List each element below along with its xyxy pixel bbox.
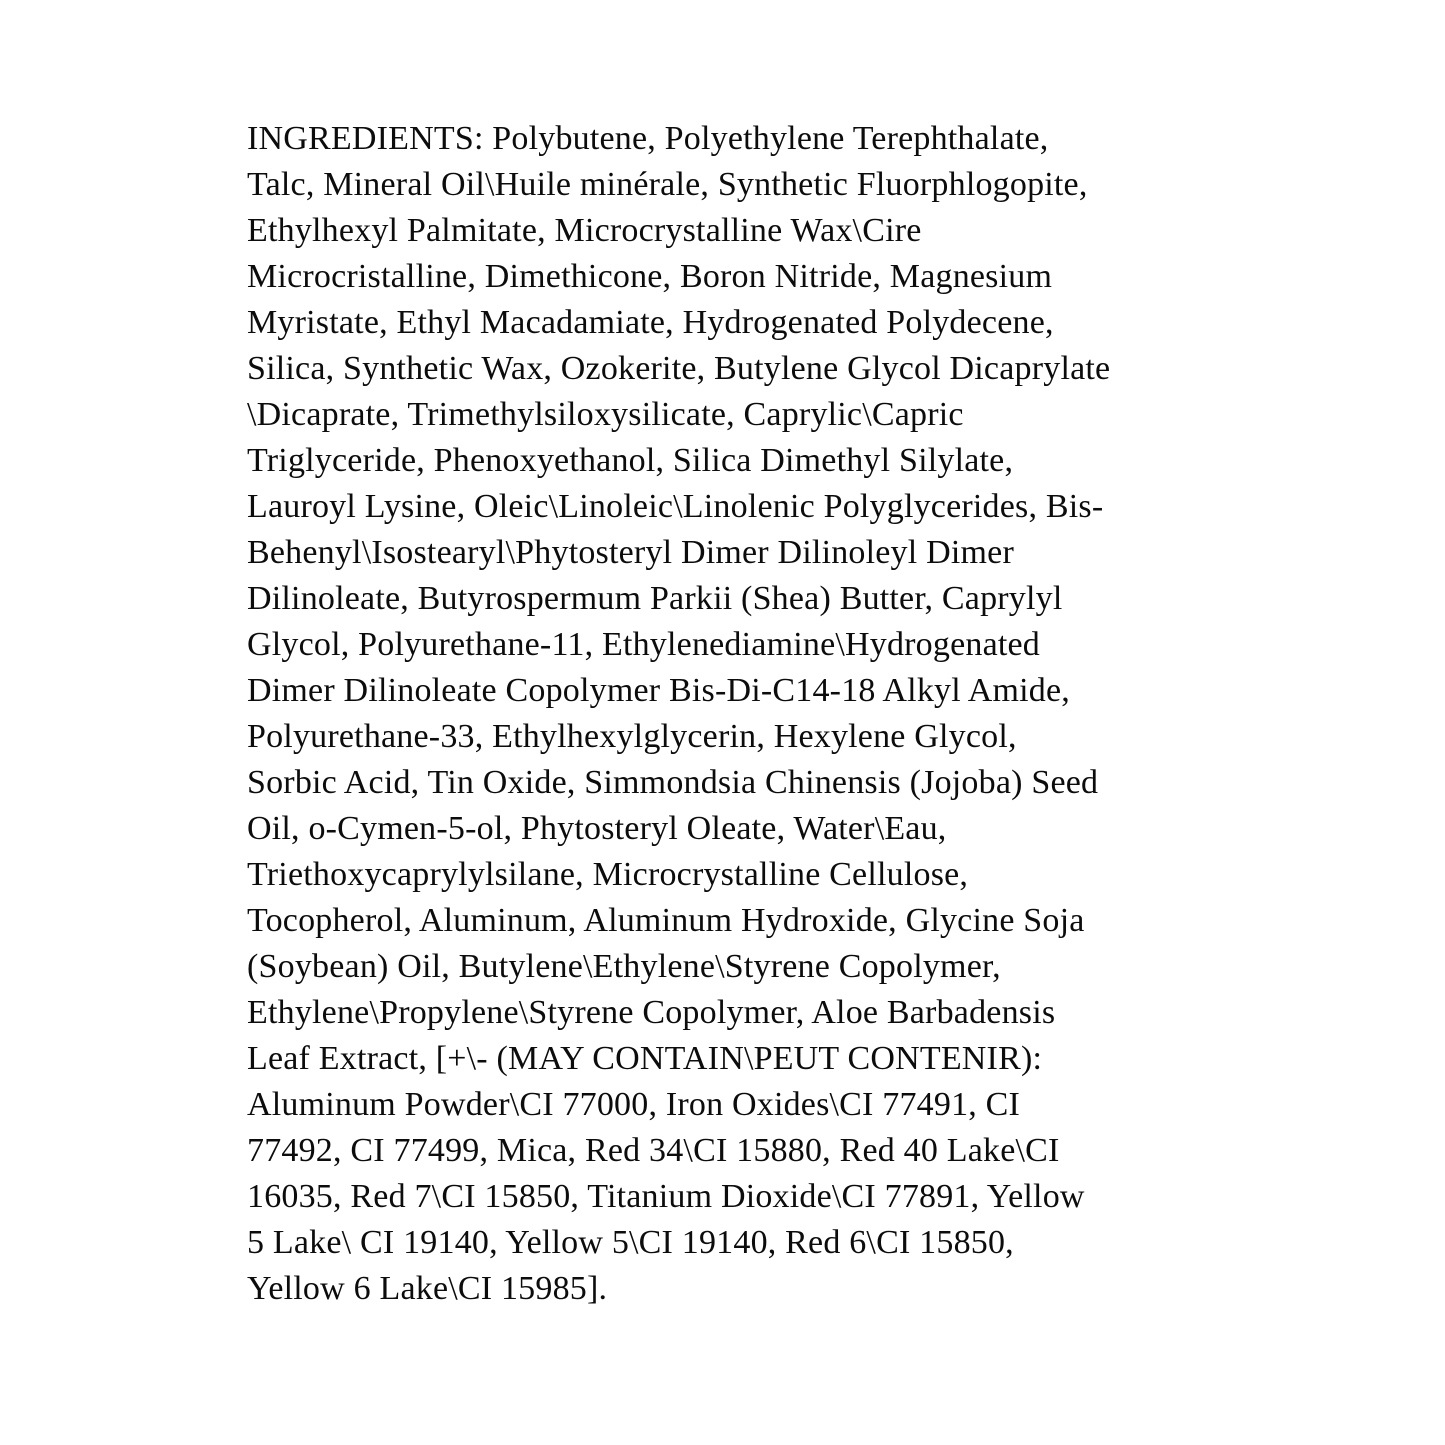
ingredients-line: Aluminum Powder\CI 77000, Iron Oxides\CI 77491, CI [247,1086,1021,1123]
ingredients-line: Lauroyl Lysine, Oleic\Linoleic\Linolenic Polyglycerides, Bis- [247,488,1104,525]
ingredients-line: Talc, Mineral Oil\Huile minérale, Synthetic Fluorphlogopite, [247,166,1088,203]
ingredients-line: Sorbic Acid, Tin Oxide, Simmondsia Chinensis (Jojoba) Seed [247,764,1099,801]
ingredients-line: 16035, Red 7\CI 15850, Titanium Dioxide\CI 77891, Yellow [247,1178,1085,1215]
ingredients-line: 77492, CI 77499, Mica, Red 34\CI 15880, Red 40 Lake\CI [247,1132,1060,1169]
ingredients-line: Ethylhexyl Palmitate, Microcrystalline Wax\Cire [247,212,922,249]
ingredients-line: Ethylene\Propylene\Styrene Copolymer, Aloe Barbadensis [247,994,1056,1031]
ingredients-line: Triethoxycaprylylsilane, Microcrystalline Cellulose, [247,856,969,893]
ingredients-line: Microcristalline, Dimethicone, Boron Nitride, Magnesium [247,258,1053,295]
ingredients-line: Dimer Dilinoleate Copolymer Bis-Di-C14-18 Alkyl Amide, [247,672,1070,709]
ingredients-line: Triglyceride, Phenoxyethanol, Silica Dimethyl Silylate, [247,442,1014,479]
ingredients-line: \Dicaprate, Trimethylsiloxysilicate, Caprylic\Capric [247,396,964,433]
ingredients-line: Dilinoleate, Butyrospermum Parkii (Shea) Butter, Caprylyl [247,580,1063,617]
ingredients-line: Leaf Extract, [+\- (MAY CONTAIN\PEUT CONTENIR): [247,1040,1043,1077]
ingredients-line: Silica, Synthetic Wax, Ozokerite, Butylene Glycol Dicaprylate [247,350,1111,387]
ingredients-line: Oil, o-Cymen-5-ol, Phytosteryl Oleate, Water\Eau, [247,810,947,847]
ingredients-line: Myristate, Ethyl Macadamiate, Hydrogenated Polydecene, [247,304,1054,341]
ingredients-line: Glycol, Polyurethane-11, Ethylenediamine\Hydrogenated [247,626,1040,663]
ingredients-text-block [247,116,1247,1312]
ingredients-line: (Soybean) Oil, Butylene\Ethylene\Styrene Copolymer, [247,948,1001,985]
ingredients-line: Tocopherol, Aluminum, Aluminum Hydroxide, Glycine Soja [247,902,1085,939]
ingredients-line: Behenyl\Isostearyl\Phytosteryl Dimer Dilinoleyl Dimer [247,534,1014,571]
ingredients-line: 5 Lake\ CI 19140, Yellow 5\CI 19140, Red 6\CI 15850, [247,1224,1014,1261]
ingredients-line: Yellow 6 Lake\CI 15985]. [247,1270,608,1307]
ingredients-line: Polyurethane-33, Ethylhexylglycerin, Hexylene Glycol, [247,718,1017,755]
ingredients-line: INGREDIENTS: Polybutene, Polyethylene Terephthalate, [247,120,1049,157]
